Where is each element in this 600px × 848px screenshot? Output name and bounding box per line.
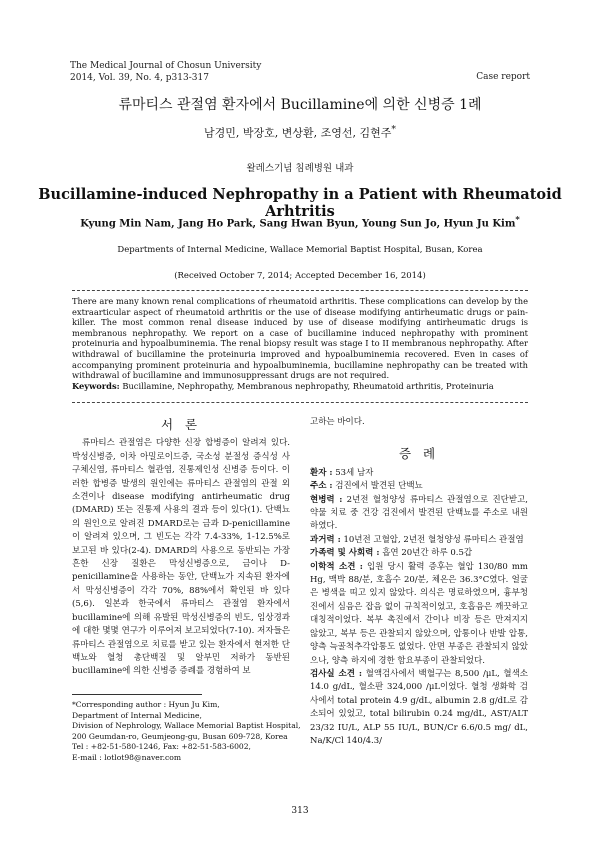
case-item-label: 이학적 소견 : xyxy=(310,561,363,572)
case-item-text: 10년전 고혈압, 2년전 혈청양성 류마티스 관절염 xyxy=(343,534,524,545)
page-number: 313 xyxy=(291,806,309,816)
footnote-line: Division of Nephrology, Wallace Memorial Baptist Hospital, xyxy=(72,721,301,731)
left-column xyxy=(72,418,290,679)
case-item xyxy=(310,467,528,480)
journal-volume: 2014, Vol. 39, No. 4, p313-317 xyxy=(70,73,209,83)
journal-name: The Medical Journal of Chosun University xyxy=(70,61,262,71)
keywords-label: Keywords: xyxy=(72,380,120,391)
keywords: Bucillamine, Nephropathy, Membranous nephropathy, Rheumatoid arthritis, Proteinuria xyxy=(122,380,494,391)
case-item-label: 주소 : xyxy=(310,481,333,492)
case-item-text: 2년전 혈청양성 류마티스 관절염으로 진단받고, 약물 치료 중 건강 검진에서 발견된 단백뇨를 주소로 내원하였다. xyxy=(310,494,529,532)
case-item-text: 입원 당시 활력 증후는 혈압 130/80 mm Hg, 맥박 88/분, 호흡수 20/분, 체온은 36.3°C였다. 얼굴은 병색을 띠고 있지 않았다. 의식은 명료하였으며, 흉부청진에서 심음은 잡음 없이 규칙적이었고, 호흡음은 깨끗하고 대칭적이었다. 복부 촉진에서 간이나 비장 등은 만져지지 않았고, 복부 등은 관찰되지 않았으며, 압통이나 반발 압통, 양측 늑골척추각압통도 없었다. 안면 부종은 관찰되지 않았으나, 양측 하지에 경한 함요부종이 관찰되었다. xyxy=(310,561,528,666)
case-item-text: 53세 남자 xyxy=(335,467,374,478)
abstract-bottom-rule xyxy=(72,402,528,403)
case-item-text: 검진에서 발견된 단백뇨 xyxy=(335,481,423,492)
abstract-text: There are many known renal complications of rheumatoid arthritis. These complications can develop by the extraarticular aspect of rheumatoid arthritis or the use of disease modifying antirheumatic drugs or pain-killer. The most common renal disease induced by use of disease modifying antirheumatic drugs is membranous nephropathy. We report on a case of bucillamine induced nephropathy with prominent proteinuria and hypoalbuminemia. The renal biopsy result was stage I to II membranous nephropathy. After withdrawal of bucillamine the proteinuria improved and hypoalbuminemia recovered. Even in cases of accompanying prominent proteinuria and hypoalbuminemia, bucillamine nephropathy can be treated with withdrawal of bucillamine and immunosuppressant drugs are not required. xyxy=(72,296,528,381)
english-authors xyxy=(40,214,560,229)
korean-affiliation: 왈레스기념 침례병원 내과 xyxy=(246,163,354,174)
abstract xyxy=(72,296,528,391)
case-item-label: 환자 : xyxy=(310,467,333,478)
case-item-text: 흡연 20년간 하루 0.5갑 xyxy=(382,548,473,559)
intro-heading: 서 론 xyxy=(160,417,202,432)
case-heading: 증 례 xyxy=(398,446,440,462)
footnote-line: Tel : +82-51-580-1246, Fax: +82-51-583-6002, xyxy=(72,742,251,752)
footnote-line: 200 Geumdan-ro, Geumjeong-gu, Busan 609-728, Korea xyxy=(72,731,288,741)
korean-author-names: 남경민, 박장호, 변상환, 조영선, 김현주 xyxy=(204,126,392,140)
case-item xyxy=(310,668,528,748)
footnote-line: Department of Internal Medicine, xyxy=(72,710,202,720)
corresponding-author-footnote xyxy=(72,700,301,764)
footnote-rule xyxy=(72,694,202,695)
case-item-text: 혈액검사에서 백혈구는 8,500 /μL, 혈색소 14.0 g/dL, 혈소판 324,000 /μL이었다. 혈청 생화학 검사에서 total protein 4.9 g/dL, albumin 2.8 g/dL로 감소되어 있었고, total bilirubin 0.24 mg/dL, AST/ALT 23/32 IU/L, ALP 55 IU/L, BUN/Cr 6.6/0.5 mg/ dL, Na/K/Cl 140/4.3/ xyxy=(310,668,528,746)
korean-title: 류마티스 관절염 환자에서 Bucillamine에 의한 신병증 1례 xyxy=(118,97,482,113)
right-column xyxy=(310,416,528,748)
korean-author-mark: * xyxy=(391,124,396,135)
case-item xyxy=(310,494,528,534)
korean-authors xyxy=(40,124,560,141)
article-type: Case report xyxy=(476,72,530,82)
case-item-label: 현병력 : xyxy=(310,494,343,505)
intro-continuation: 고하는 바이다. xyxy=(310,417,365,427)
english-author-names: Kyung Min Nam, Jang Ho Park, Sang Hwan Byun, Young Sun Jo, Hyun Ju Kim xyxy=(80,218,516,230)
english-title: Bucillamine-induced Nephropathy in a Patient with Rheumatoid Arhtritis xyxy=(38,186,562,220)
intro-paragraph: 류마티스 관절염은 다양한 신장 합병증이 알려져 있다. 박성신병증, 이차 아밀로이드증, 국소성 분절성 증식성 사구체신염, 류마티스 혈관염, 진통제인성 신병증 등이다. 이러한 합병증 발생의 원인에는 류마티스 관절염의 관절 외 소견이나 disease modifying antirheumatic drug (DMARD) 또는 진통제 사용의 결과 등이 있다(1). 단백뇨의 원인으로 알려진 DMARD로는 금과 D-penicillamine이 알려져 있으며, 그 빈도는 각각 7.4-33%, 1-12.5%로 보고된 바 있다(2-4). DMARD의 사용으로 동반되는 가장 흔한 신장 질환은 막성신병증으로, 금이나 D-penicillamine을 사용하는 동안, 단백뇨가 지속된 환자에서 막성신병증이 각각 70%, 88%에서 확인된 바 있다(5,6). 일본과 한국에서 류마티스 관절염 환자에서 bucillamine에 의해 유발된 막성신병증의 빈도, 임상경과에 대한 몇몇 연구가 이루어져 보고되었다(7-10). 저자들은 류마티스 관절염으로 치료를 받고 있는 환자에서 현저한 단백뇨와 혈청 총단백질 및 알부민 저하가 동반된 bucillamine에 의한 신병증 증례를 경험하여 보 xyxy=(72,438,290,677)
case-item-label: 과거력 : xyxy=(310,534,341,545)
journal-header xyxy=(70,60,261,84)
case-item xyxy=(310,547,528,560)
received-dates: (Received October 7, 2014; Accepted December 16, 2014) xyxy=(174,271,426,281)
case-item xyxy=(310,534,528,547)
abstract-top-rule xyxy=(72,290,528,291)
case-item-label: 검사실 소견 : xyxy=(310,668,362,679)
english-affiliation: Departments of Internal Medicine, Wallace Memorial Baptist Hospital, Busan, Korea xyxy=(117,245,483,255)
case-item xyxy=(310,480,528,493)
english-author-mark: * xyxy=(515,214,520,224)
case-item-label: 가족력 및 사회력 : xyxy=(310,548,380,559)
case-item xyxy=(310,561,528,668)
footnote-line: E-mail : lotlot98@naver.com xyxy=(72,752,182,762)
footnote-line: *Corresponding author : Hyun Ju Kim, xyxy=(72,700,220,709)
